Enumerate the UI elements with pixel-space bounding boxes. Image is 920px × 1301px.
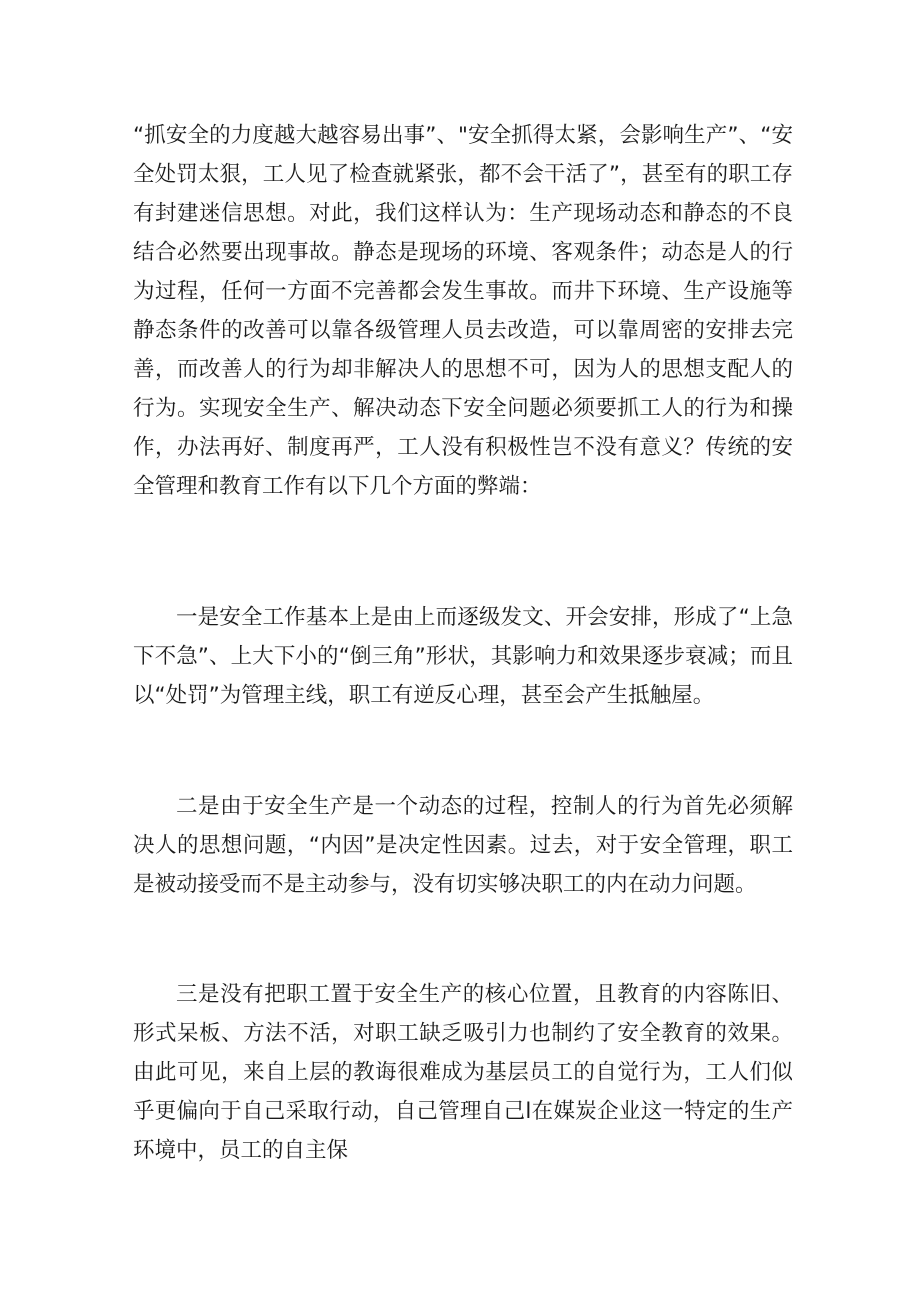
paragraph-point-two: 二是由于安全生产是一个动态的过程，控制人的行为首先必须解决人的思想问题，“内因”是决定性因素。过去，对于安全管理，职工是被动接受而不是主动参与，没有切实够决职工的内在动力问题。: [133, 794, 793, 897]
paragraph-point-three: 三是没有把职工置于安全生产的核心位置，且教育的内容陈旧、形式呆板、方法不活，对职工缺乏吸引力也制约了安全教育的效果。由此可见，来自上层的教诲很难成为基层员工的自觉行为，工人们似乎更偏向于自己采取行动，自己管理自己l在媒炭企业这一特定的生产环境中，员工的自主保: [133, 982, 793, 1163]
paragraph-intro: “抓安全的力度越大越容易出事”、"安全抓得太紧，会影响生产”、“安全处罚太狠，工人见了检查就紧张，都不会干活了”，甚至有的职工存有封建迷信思想。对此，我们这样认为：生产现场动态和静态的不良结合必然要出现事故。静态是现场的环境、客观条件；动态是人的行为过程，任何一方面不完善都会发生事故。而井下环境、生产设施等静态条件的改善可以靠各级管理人员去改造，可以靠周密的安排去完善，而改善人的行为却非解决人的思想不可，因为人的思想支配人的行为。实现安全生产、解决动态下安全问题必须要抓工人的行为和操作，办法再好、制度再严，工人没有积极性岂不没有意义？传统的安全管理和教育工作有以下几个方面的弊端：: [133, 123, 793, 499]
paragraph-point-one: 一是安全工作基本上是由上而逐级发文、开会安排，形成了“上急下不急”、上大下小的“倒三角”形状，其影响力和效果逐步衰减；而且以“处罚”为管理主线，职工有逆反心理，甚至会产生抵触屋。: [133, 605, 793, 708]
